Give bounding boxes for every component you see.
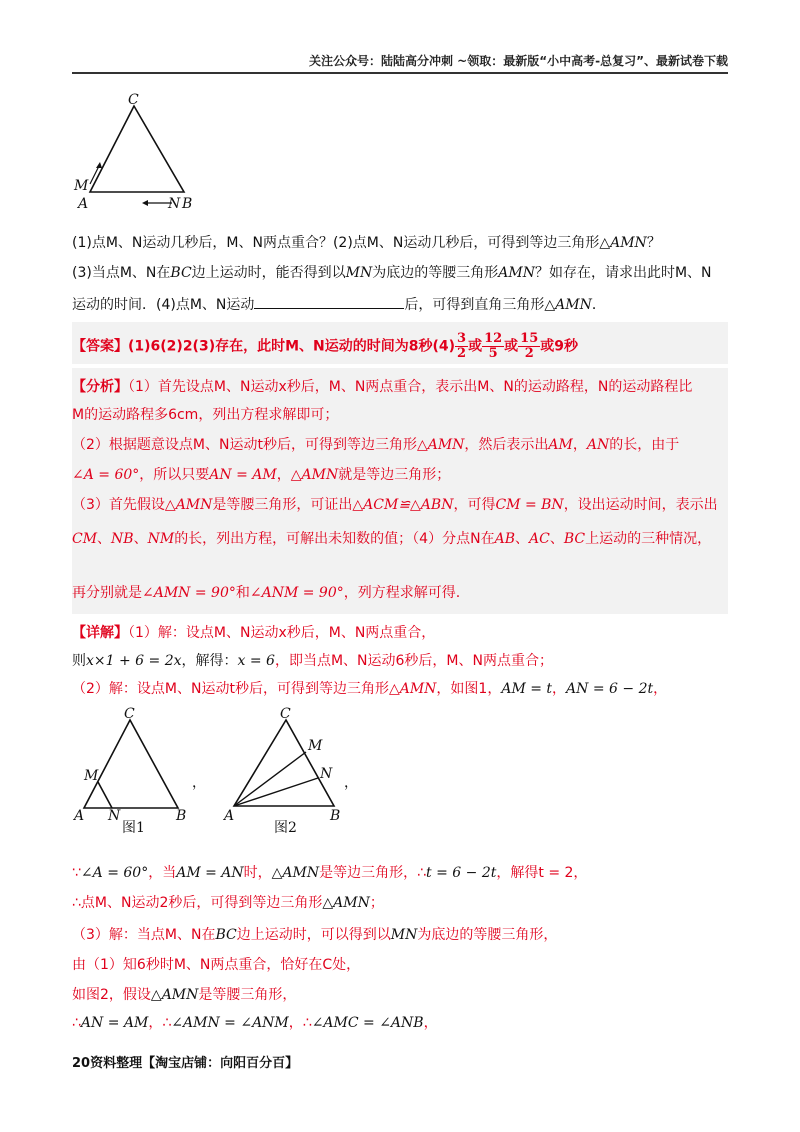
label-b: B	[182, 196, 193, 212]
detail-line-4: ∵∠A = 60°，当AM = AN时，△AMN是等边三角形，∴t = 6 − 2t，解得t = 2，	[72, 865, 588, 881]
fig2-caption: 图2	[274, 820, 297, 836]
detail-line-1: 【详解】（1）解：设点M、N运动x秒后，M、N两点重合，	[72, 625, 436, 641]
analysis-line-7: 再分别就是∠AMN = 90°和∠ANM = 90°，列方程求解可得.	[72, 585, 461, 601]
fig2-label-c: C	[280, 706, 291, 722]
answer-line: 【答案】(1)6(2)2(3)存在，此时M、N运动的时间为8秒(4) $\frac{3}{2}$ 或 $\frac{12}{5}$ 或 $\frac{15}{2}$ 或9秒	[72, 331, 579, 361]
fig2-label-n: N	[320, 766, 333, 782]
figure-1	[72, 706, 190, 836]
footer-text: 资料整理【淘宝店铺：向阳百分百】	[90, 1056, 299, 1071]
page-footer	[72, 1052, 298, 1071]
fig1-label-n: N	[108, 808, 121, 824]
detail-line-2: 则x×1 + 6 = 2x，解得：x = 6，即当点M、N运动6秒后，M、N两点重合；	[72, 653, 553, 669]
detail-line-7: 由（1）知6秒时M、N两点重合，恰好在C处，	[72, 957, 361, 973]
detail-line-9: ∴AN = AM，∴∠AMN = ∠ANM，∴∠AMC = ∠ANB，	[72, 1015, 438, 1031]
detail-line-8: 如图2，假设△AMN是等腰三角形，	[72, 987, 297, 1003]
header-rule	[72, 72, 728, 74]
question-line-3: 运动的时间．(4)点M、N运动 后，可得到直角三角形△AMN．	[72, 294, 732, 316]
label-n: N	[168, 196, 181, 212]
answer-blank	[254, 294, 404, 309]
analysis-line-5: （3）首先假设△AMN是等腰三角形，可证出△ACM≌△ABN，可得CM = BN，设出运动时间，表示出	[72, 497, 718, 513]
label-c: C	[128, 92, 139, 108]
fig-separator-1: ，	[192, 775, 206, 791]
question-line-1: (1)点M、N运动几秒后，M、N两点重合？(2)点M、N运动几秒后，可得到等边三角形△AMN？	[72, 235, 661, 251]
fig1-label-m: M	[84, 768, 99, 784]
figure-triangle-top	[72, 92, 202, 212]
fig1-label-b: B	[176, 808, 187, 824]
analysis-line-2: M的运动路程多6cm，列出方程求解即可；	[72, 407, 339, 423]
label-m: M	[74, 178, 89, 194]
fig-separator-2: ，	[344, 775, 358, 791]
page-header: 关注公众号：陆陆高分冲刺 ~领取：最新版“小中高考-总复习”、最新试卷下载	[309, 54, 728, 68]
analysis-line-3: （2）根据题意设点M、N运动t秒后，可得到等边三角形△AMN，然后表示出AM，AN的长，由于	[72, 437, 680, 453]
analysis-line-4: ∠A = 60°，所以只要AN = AM，△AMN就是等边三角形；	[72, 467, 451, 483]
figure-2	[222, 706, 342, 836]
fig2-label-m: M	[308, 738, 323, 754]
detail-line-6: （3）解：当点M、N在BC边上运动时，可以得到以MN为底边的等腰三角形，	[72, 927, 558, 943]
fig1-label-c: C	[124, 706, 135, 722]
page-number: 20	[72, 1056, 91, 1071]
fig2-label-b: B	[330, 808, 341, 824]
analysis-line-6: CM、NB、NM的长，列出方程，可解出未知数的值；（4）分点N在AB、AC、BC上运动的三种情况，	[72, 531, 712, 547]
analysis-line-1: 【分析】（1）首先设点M、N运动x秒后，M、N两点重合，表示出M、N的运动路程，N的运动路程比	[72, 379, 693, 395]
fig1-caption: 图1	[122, 820, 145, 836]
question-line-2: (3)当点M、N在BC边上运动时，能否得到以MN为底边的等腰三角形AMN？如存在，请求出此时M、N	[72, 265, 712, 281]
detail-line-3: （2）解：设点M、N运动t秒后，可得到等边三角形△AMN，如图1，AM = t，AN = 6 − 2t，	[72, 681, 668, 697]
fig1-label-a: A	[74, 808, 85, 824]
label-a: A	[78, 196, 89, 212]
fig2-label-a: A	[224, 808, 235, 824]
detail-line-5: ∴点M、N运动2秒后，可得到等边三角形△AMN；	[72, 895, 384, 911]
